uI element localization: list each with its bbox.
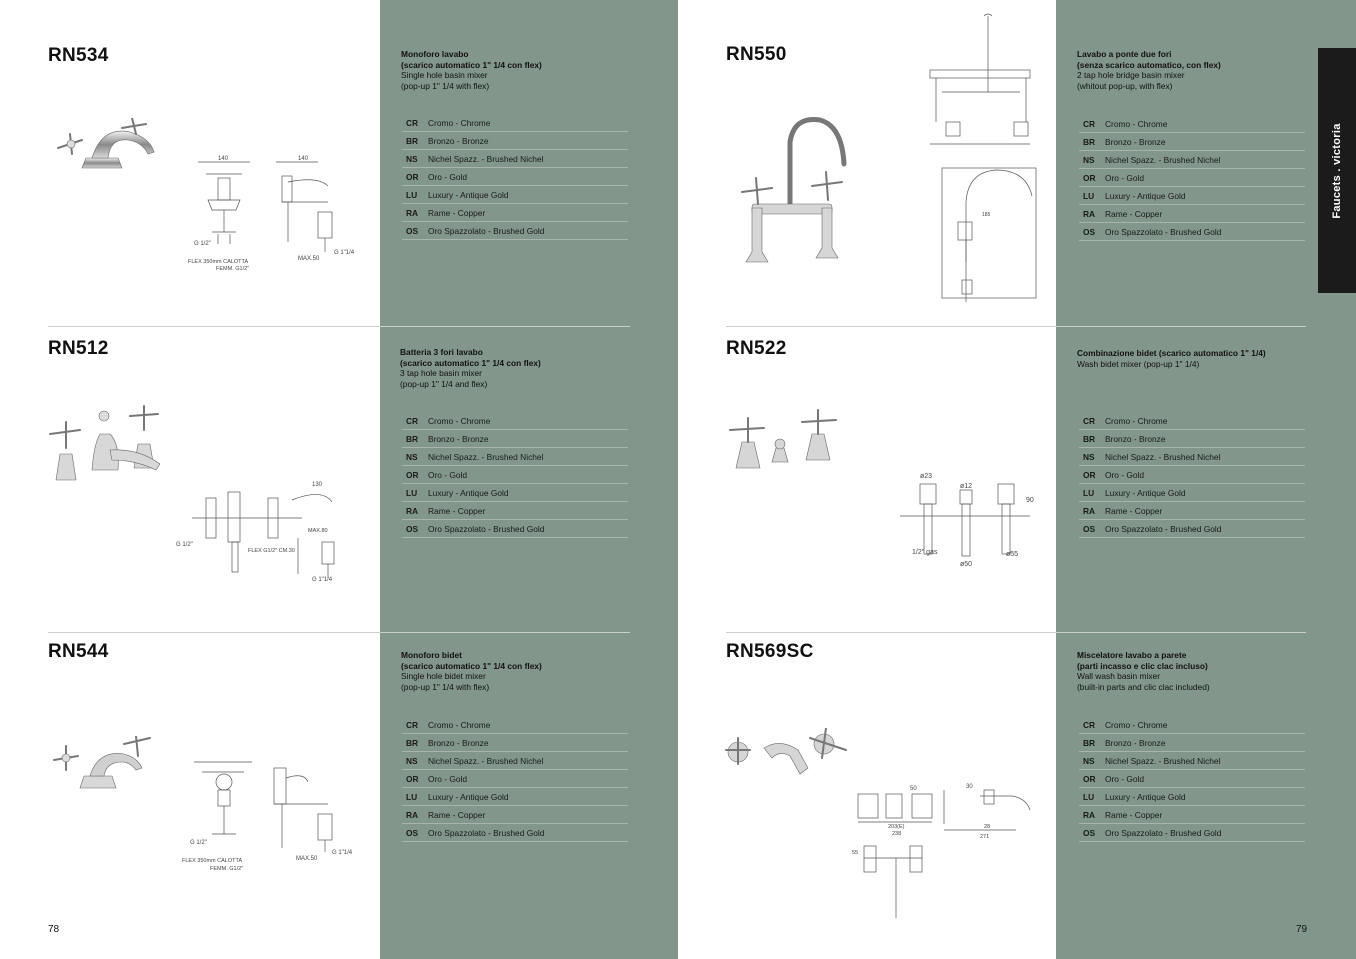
finish-code: OS bbox=[406, 225, 419, 236]
finish-row bbox=[1079, 484, 1305, 502]
finish-code: OR bbox=[406, 773, 419, 784]
finish-name: Oro - Gold bbox=[428, 773, 468, 784]
row-divider bbox=[726, 632, 1306, 633]
svg-text:MAX.80: MAX.80 bbox=[308, 528, 328, 534]
finish-code: BR bbox=[1083, 737, 1096, 748]
svg-text:FLEX G1/2" CM.30: FLEX G1/2" CM.30 bbox=[248, 548, 295, 554]
section-side-tab-label: Faucets . victoria bbox=[1331, 122, 1343, 219]
finish-code: BR bbox=[1083, 136, 1096, 147]
description-italian-note: (scarico automatico 1" 1/4 con flex) bbox=[401, 660, 542, 671]
description-english-note: (pop-up 1" 1/4 with flex) bbox=[401, 80, 490, 91]
product-code: RN522 bbox=[726, 338, 787, 359]
finish-name: Bronzo - Bronze bbox=[428, 433, 489, 444]
finish-row bbox=[1079, 824, 1305, 842]
description-english: Single hole bidet mixer bbox=[401, 671, 486, 682]
finish-row bbox=[1079, 520, 1305, 538]
finish-row bbox=[402, 502, 628, 520]
finish-name: Cromo - Chrome bbox=[428, 415, 491, 426]
finish-code: CR bbox=[1083, 118, 1096, 129]
finish-code: OS bbox=[1083, 523, 1096, 534]
finish-row bbox=[1079, 466, 1305, 484]
finish-name: Nichel Spazz. - Brushed Nichel bbox=[428, 451, 544, 462]
finish-row bbox=[402, 788, 628, 806]
finish-row bbox=[402, 168, 628, 186]
finish-code: NS bbox=[1083, 451, 1095, 462]
finish-code: LU bbox=[406, 791, 418, 802]
finish-row bbox=[402, 484, 628, 502]
finish-name: Rame - Copper bbox=[428, 809, 486, 820]
svg-text:28: 28 bbox=[984, 824, 991, 830]
description-english: 3 tap hole basin mixer bbox=[400, 368, 482, 379]
finish-name: Oro - Gold bbox=[428, 469, 468, 480]
finish-name: Cromo - Chrome bbox=[1105, 415, 1168, 426]
bidet-set-photo bbox=[726, 408, 838, 474]
svg-text:140: 140 bbox=[298, 156, 309, 162]
finish-code: LU bbox=[1083, 487, 1095, 498]
finish-code: OR bbox=[406, 469, 419, 480]
finish-name: Luxury - Antique Gold bbox=[1105, 190, 1186, 201]
svg-text:G 1"1/4: G 1"1/4 bbox=[334, 250, 355, 256]
description-italian-note: (scarico automatico 1" 1/4 con flex) bbox=[400, 357, 541, 368]
finish-name: Oro Spazzolato - Brushed Gold bbox=[428, 827, 545, 838]
svg-text:FLEX 350mm CALOTTA: FLEX 350mm CALOTTA bbox=[182, 858, 243, 864]
svg-text:90: 90 bbox=[1026, 497, 1034, 504]
technical-drawing bbox=[890, 470, 1040, 570]
svg-text:55: 55 bbox=[852, 850, 859, 856]
finish-code: CR bbox=[406, 415, 419, 426]
finish-code: RA bbox=[1083, 505, 1096, 516]
finish-code: NS bbox=[406, 153, 418, 164]
finish-row bbox=[1079, 752, 1305, 770]
finish-code: LU bbox=[1083, 190, 1095, 201]
finish-row bbox=[402, 186, 628, 204]
finish-list bbox=[1079, 412, 1305, 538]
finish-code: RA bbox=[1083, 809, 1096, 820]
finish-code: OS bbox=[406, 523, 419, 534]
product-description bbox=[1077, 348, 1317, 369]
finish-code: BR bbox=[406, 737, 419, 748]
svg-text:ø50: ø50 bbox=[960, 561, 973, 568]
finish-name: Luxury - Antique Gold bbox=[1105, 487, 1186, 498]
product-code: RN534 bbox=[48, 45, 109, 66]
finish-name: Luxury - Antique Gold bbox=[1105, 791, 1186, 802]
wall-faucet-photo bbox=[724, 728, 854, 784]
finish-row bbox=[402, 114, 628, 132]
svg-text:140: 140 bbox=[218, 156, 229, 162]
svg-text:ø12: ø12 bbox=[960, 483, 973, 490]
finish-name: Bronzo - Bronze bbox=[428, 135, 489, 146]
description-english-note: (whitout pop-up, with flex) bbox=[1077, 80, 1173, 91]
finish-code: RA bbox=[406, 809, 419, 820]
page-number-right: 79 bbox=[1296, 924, 1308, 935]
product-description bbox=[401, 49, 641, 91]
description-english: Wash bidet mixer (pop-up 1" 1/4) bbox=[1077, 358, 1200, 369]
product-description bbox=[1077, 650, 1317, 692]
finish-code: BR bbox=[406, 433, 419, 444]
finish-row bbox=[1079, 151, 1305, 169]
svg-text:G 1/2": G 1/2" bbox=[190, 840, 207, 846]
finish-row bbox=[402, 222, 628, 240]
finish-list bbox=[402, 412, 628, 538]
finish-name: Oro - Gold bbox=[428, 171, 468, 182]
finish-code: RA bbox=[406, 207, 419, 218]
finish-name: Nichel Spazz. - Brushed Nichel bbox=[1105, 755, 1221, 766]
finish-row bbox=[402, 466, 628, 484]
finish-name: Luxury - Antique Gold bbox=[428, 487, 509, 498]
finish-row bbox=[1079, 502, 1305, 520]
finish-name: Cromo - Chrome bbox=[428, 117, 491, 128]
description-italian: Batteria 3 fori lavabo bbox=[400, 347, 483, 357]
description-english-note: (built-in parts and clic clac included) bbox=[1077, 681, 1210, 692]
finish-code: RA bbox=[406, 505, 419, 516]
description-english: Single hole basin mixer bbox=[401, 70, 488, 81]
row-divider bbox=[48, 632, 630, 633]
finish-row bbox=[402, 716, 628, 734]
finish-name: Bronzo - Bronze bbox=[1105, 433, 1166, 444]
technical-drawing bbox=[178, 152, 358, 272]
svg-text:G 1"1/4: G 1"1/4 bbox=[312, 577, 333, 583]
finish-row bbox=[1079, 169, 1305, 187]
finish-code: NS bbox=[1083, 755, 1095, 766]
product-description bbox=[401, 650, 641, 692]
finish-row bbox=[402, 150, 628, 168]
technical-drawing bbox=[840, 780, 1040, 920]
description-italian: Lavabo a ponte due fori bbox=[1077, 49, 1172, 59]
finish-code: BR bbox=[406, 135, 419, 146]
description-english-note: (pop-up 1" 1/4 and flex) bbox=[400, 378, 488, 389]
finish-name: Rame - Copper bbox=[428, 505, 486, 516]
finish-name: Rame - Copper bbox=[428, 207, 486, 218]
finish-name: Nichel Spazz. - Brushed Nichel bbox=[1105, 451, 1221, 462]
svg-text:FLEX 350mm CALOTTA: FLEX 350mm CALOTTA bbox=[188, 259, 249, 265]
finish-code: NS bbox=[1083, 154, 1095, 165]
finish-name: Oro - Gold bbox=[1105, 172, 1145, 183]
description-italian: Miscelatore lavabo a parete bbox=[1077, 650, 1187, 660]
svg-text:ø23: ø23 bbox=[920, 473, 933, 480]
finish-row bbox=[1079, 115, 1305, 133]
finish-code: RA bbox=[1083, 208, 1096, 219]
product-description bbox=[1077, 49, 1317, 91]
finish-list bbox=[402, 716, 628, 842]
description-italian: Monoforo bidet bbox=[401, 650, 462, 660]
page-number-left: 78 bbox=[48, 924, 60, 935]
row-divider bbox=[48, 326, 630, 327]
finish-code: LU bbox=[406, 189, 418, 200]
svg-text:130: 130 bbox=[312, 482, 323, 488]
finish-name: Bronzo - Bronze bbox=[1105, 737, 1166, 748]
svg-text:FEMM. G1/2": FEMM. G1/2" bbox=[210, 866, 244, 872]
finish-name: Bronzo - Bronze bbox=[1105, 136, 1166, 147]
finish-row bbox=[1079, 412, 1305, 430]
finish-row bbox=[402, 752, 628, 770]
finish-name: Oro Spazzolato - Brushed Gold bbox=[1105, 226, 1222, 237]
finish-name: Nichel Spazz. - Brushed Nichel bbox=[1105, 154, 1221, 165]
finish-row bbox=[1079, 223, 1305, 241]
svg-text:1/2" gas: 1/2" gas bbox=[912, 549, 938, 556]
finish-name: Oro Spazzolato - Brushed Gold bbox=[428, 523, 545, 534]
finish-code: CR bbox=[406, 117, 419, 128]
section-side-tab bbox=[1318, 48, 1356, 293]
monobloc-faucet-photo bbox=[52, 118, 162, 178]
svg-text:MAX.50: MAX.50 bbox=[298, 256, 320, 262]
description-english: Wall wash basin mixer bbox=[1077, 671, 1160, 682]
product-code: RN569SC bbox=[726, 641, 814, 662]
svg-text:G 1/2": G 1/2" bbox=[176, 542, 193, 548]
finish-code: NS bbox=[406, 755, 418, 766]
description-italian-note: (parti incasso e clic clac incluso) bbox=[1077, 660, 1208, 671]
product-description bbox=[400, 347, 640, 389]
finish-row bbox=[402, 412, 628, 430]
finish-code: OR bbox=[1083, 469, 1096, 480]
bridge-faucet-photo bbox=[738, 112, 856, 270]
finish-name: Rame - Copper bbox=[1105, 809, 1163, 820]
svg-text:185: 185 bbox=[982, 212, 991, 218]
finish-row bbox=[1079, 788, 1305, 806]
svg-text:238: 238 bbox=[892, 831, 902, 837]
finish-row bbox=[1079, 430, 1305, 448]
finish-code: CR bbox=[1083, 415, 1096, 426]
finish-list bbox=[1079, 115, 1305, 241]
finish-name: Oro Spazzolato - Brushed Gold bbox=[1105, 523, 1222, 534]
finish-name: Nichel Spazz. - Brushed Nichel bbox=[428, 755, 544, 766]
finish-list bbox=[1079, 716, 1305, 842]
description-italian-note: (senza scarico automatico, con flex) bbox=[1077, 59, 1221, 70]
finish-row bbox=[1079, 806, 1305, 824]
finish-row bbox=[402, 132, 628, 150]
finish-name: Cromo - Chrome bbox=[428, 719, 491, 730]
finish-code: OS bbox=[406, 827, 419, 838]
product-code: RN544 bbox=[48, 641, 109, 662]
finish-name: Oro Spazzolato - Brushed Gold bbox=[428, 225, 545, 236]
finish-row bbox=[402, 430, 628, 448]
finish-code: OR bbox=[1083, 172, 1096, 183]
finish-name: Oro - Gold bbox=[1105, 469, 1145, 480]
finish-code: CR bbox=[1083, 719, 1096, 730]
svg-text:50: 50 bbox=[910, 786, 917, 792]
finish-name: Cromo - Chrome bbox=[1105, 719, 1168, 730]
finish-code: OS bbox=[1083, 827, 1096, 838]
svg-text:FEMM. G1/2": FEMM. G1/2" bbox=[216, 266, 250, 272]
finish-name: Oro Spazzolato - Brushed Gold bbox=[1105, 827, 1222, 838]
finish-name: Luxury - Antique Gold bbox=[428, 791, 509, 802]
finish-row bbox=[402, 734, 628, 752]
finish-code: OR bbox=[406, 171, 419, 182]
finish-name: Rame - Copper bbox=[1105, 208, 1163, 219]
finish-name: Bronzo - Bronze bbox=[428, 737, 489, 748]
finish-name: Cromo - Chrome bbox=[1105, 118, 1168, 129]
finish-name: Oro - Gold bbox=[1105, 773, 1145, 784]
svg-text:G 1"1/4: G 1"1/4 bbox=[332, 850, 353, 856]
description-english-note: (pop-up 1" 1/4 with flex) bbox=[401, 681, 490, 692]
product-code: RN550 bbox=[726, 44, 787, 65]
svg-text:30: 30 bbox=[966, 784, 973, 790]
product-code: RN512 bbox=[48, 338, 109, 359]
finish-row bbox=[402, 806, 628, 824]
finish-row bbox=[1079, 716, 1305, 734]
bidet-faucet-photo bbox=[52, 736, 152, 796]
finish-name: Nichel Spazz. - Brushed Nichel bbox=[428, 153, 544, 164]
finish-row bbox=[402, 520, 628, 538]
finish-name: Rame - Copper bbox=[1105, 505, 1163, 516]
three-hole-faucet-photo bbox=[48, 404, 166, 486]
finish-list bbox=[402, 114, 628, 240]
finish-code: BR bbox=[1083, 433, 1096, 444]
finish-code: NS bbox=[406, 451, 418, 462]
finish-row bbox=[1079, 205, 1305, 223]
finish-code: LU bbox=[1083, 791, 1095, 802]
description-english: 2 tap hole bridge basin mixer bbox=[1077, 70, 1185, 81]
finish-name: Luxury - Antique Gold bbox=[428, 189, 509, 200]
finish-row bbox=[1079, 734, 1305, 752]
description-italian: Combinazione bidet (scarico automatico 1" 1/4) bbox=[1077, 348, 1266, 358]
technical-drawing bbox=[178, 752, 358, 874]
finish-row bbox=[1079, 187, 1305, 205]
finish-code: OR bbox=[1083, 773, 1096, 784]
svg-text:G 1/2": G 1/2" bbox=[194, 241, 211, 247]
finish-row bbox=[402, 824, 628, 842]
finish-row bbox=[402, 770, 628, 788]
finish-code: OS bbox=[1083, 226, 1096, 237]
finish-code: LU bbox=[406, 487, 418, 498]
svg-text:271: 271 bbox=[980, 834, 990, 840]
finish-row bbox=[1079, 133, 1305, 151]
description-italian-note: (scarico automatico 1" 1/4 con flex) bbox=[401, 59, 542, 70]
technical-drawing bbox=[922, 12, 1040, 312]
row-divider bbox=[726, 326, 1306, 327]
svg-text:ø55: ø55 bbox=[1006, 551, 1019, 558]
svg-text:203(E): 203(E) bbox=[888, 824, 905, 830]
finish-row bbox=[402, 448, 628, 466]
finish-row bbox=[1079, 770, 1305, 788]
technical-drawing bbox=[172, 478, 362, 588]
finish-row bbox=[402, 204, 628, 222]
finish-code: CR bbox=[406, 719, 419, 730]
svg-text:MAX.50: MAX.50 bbox=[296, 856, 318, 862]
description-italian: Monoforo lavabo bbox=[401, 49, 469, 59]
finish-row bbox=[1079, 448, 1305, 466]
